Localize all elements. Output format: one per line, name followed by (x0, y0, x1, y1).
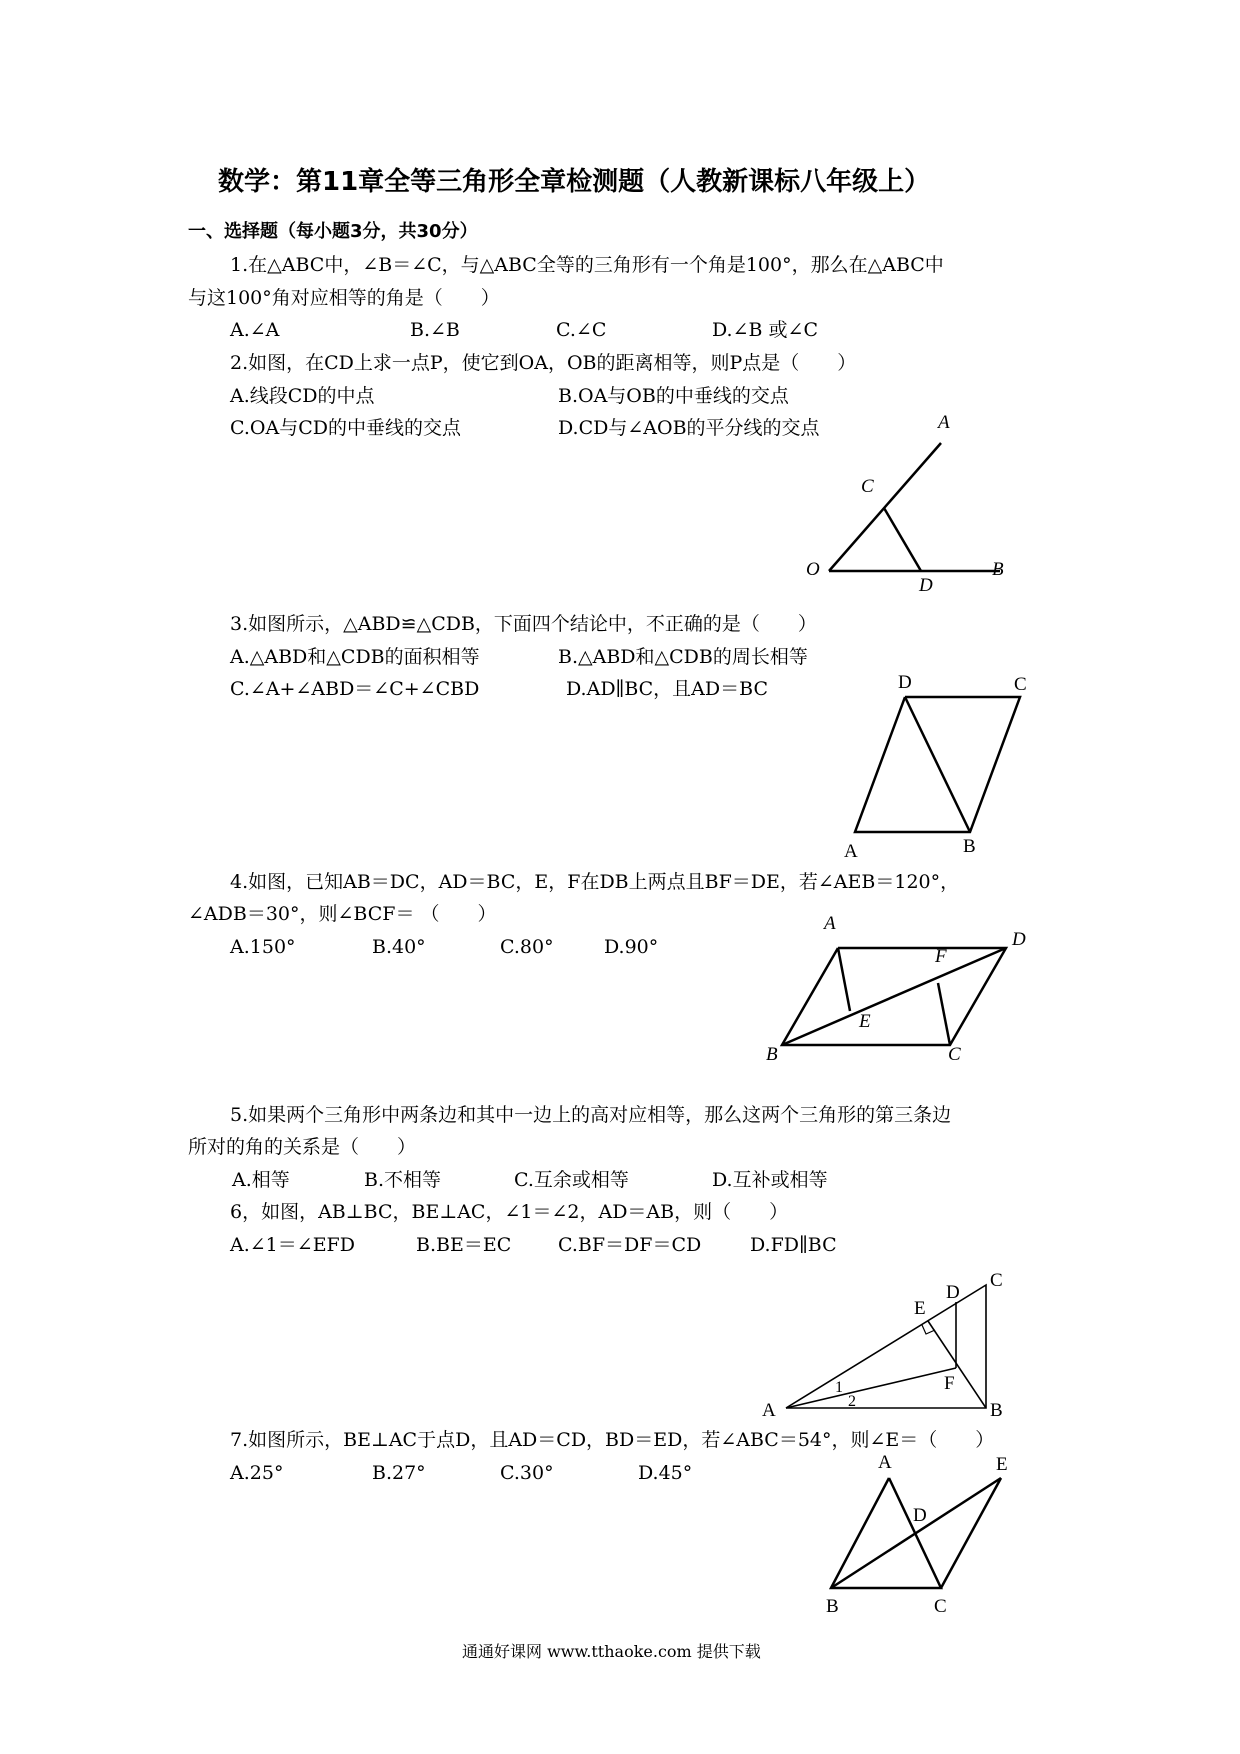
q7-label-d: D (913, 1505, 927, 1526)
q5-stem-line1: 5.如果两个三角形中两条边和其中一边上的高对应相等，那么这两个三角形的第三条边 (230, 1104, 952, 1126)
q1-option-b: B.∠B (410, 319, 460, 341)
page-title: 数学：第11章全等三角形全章检测题（人教新课标八年级上） (218, 167, 931, 197)
q3-option-a: A.△ABD和△CDB的面积相等 (230, 646, 480, 668)
q4-label-f: F (935, 946, 947, 967)
q6-option-d: D.FD∥BC (750, 1234, 837, 1256)
q6-label-e: E (914, 1298, 926, 1319)
q1-option-a: A.∠A (230, 319, 280, 341)
q2-option-d: D.CD与∠AOB的平分线的交点 (558, 417, 820, 439)
q5-stem-line2: 所对的角的关系是（ ） (188, 1136, 417, 1158)
q6-label-c: C (990, 1270, 1003, 1291)
q7-label-b: B (826, 1596, 839, 1617)
q4-stem-line1: 4.如图，已知AB＝DC，AD＝BC，E，F在DB上两点且BF＝DE，若∠AEB＝120°， (230, 871, 960, 893)
q7-option-d: D.45° (638, 1462, 693, 1484)
q4-stem-line2: ∠ADB＝30°，则∠BCF＝ （ ） (188, 903, 497, 925)
q4-option-a: A.150° (230, 936, 296, 958)
q2-stem: 2.如图，在CD上求一点P，使它到OA，OB的距离相等，则P点是（ ） (230, 352, 857, 374)
q7-triangle-abc (831, 1478, 941, 1588)
q1-stem-line2: 与这100°角对应相等的角是（ ） (188, 287, 500, 309)
q3-label-d: D (898, 672, 912, 693)
footer-credit: 通通好课网 www.tthaoke.com 提供下载 (462, 1642, 761, 1661)
q5-option-c: C.互余或相等 (514, 1169, 629, 1191)
q4-option-d: D.90° (604, 936, 659, 958)
q3-label-c: C (1014, 674, 1027, 695)
q2-label-a: A (938, 412, 950, 433)
q2-option-c: C.OA与CD的中垂线的交点 (230, 417, 461, 439)
q2-label-b: B (992, 559, 1004, 580)
q4-label-e: E (859, 1011, 871, 1032)
q1-option-d: D.∠B 或∠C (712, 319, 818, 341)
q2-option-b: B.OA与OB的中垂线的交点 (558, 385, 789, 407)
q3-option-c: C.∠A+∠ABD＝∠C+∠CBD (230, 678, 480, 700)
q6-option-a: A.∠1＝∠EFD (230, 1234, 355, 1256)
q7-option-a: A.25° (230, 1462, 284, 1484)
q6-option-b: B.BE＝EC (416, 1234, 512, 1256)
q1-option-c: C.∠C (556, 319, 607, 341)
q7-label-c: C (934, 1596, 947, 1617)
q4-label-a: A (824, 913, 836, 934)
q7-option-b: B.27° (372, 1462, 426, 1484)
q4-label-d: D (1012, 929, 1026, 950)
q6-stem: 6，如图，AB⊥BC，BE⊥AC，∠1＝∠2，AD＝AB，则（ ） (230, 1201, 789, 1223)
q3-option-d: D.AD∥BC，且AD＝BC (566, 678, 768, 700)
q6-label-b: B (990, 1400, 1003, 1421)
q5-option-a: A.相等 (232, 1169, 290, 1191)
q1-stem-line1: 1.在△ABC中，∠B＝∠C，与△ABC全等的三角形有一个角是100°，那么在△ABC中 (230, 254, 944, 276)
q4-option-b: B.40° (372, 936, 426, 958)
q7-stem: 7.如图所示，BE⊥AC于点D，且AD＝CD，BD＝ED，若∠ABC＝54°，则∠E＝（ ） (230, 1429, 995, 1451)
q3-stem: 3.如图所示，△ABD≌△CDB，下面四个结论中，不正确的是（ ） (230, 613, 817, 635)
q7-option-c: C.30° (500, 1462, 554, 1484)
q5-option-b: B.不相等 (364, 1169, 442, 1191)
q7-label-e: E (996, 1454, 1008, 1475)
q2-label-c: C (861, 476, 874, 497)
q3-option-b: B.△ABD和△CDB的周长相等 (558, 646, 808, 668)
q7-segment-be (831, 1478, 1001, 1588)
q6-label-d: D (946, 1282, 960, 1303)
q3-label-a: A (844, 841, 858, 862)
q2-option-a: A.线段CD的中点 (230, 385, 375, 407)
q6-label-angle-2: 2 (848, 1393, 856, 1410)
q6-option-c: C.BF＝DF＝CD (558, 1234, 702, 1256)
q4-label-b: B (766, 1044, 778, 1065)
q6-label-a: A (762, 1400, 776, 1421)
q6-label-f: F (944, 1373, 955, 1394)
q3-label-b: B (963, 836, 976, 857)
q5-option-d: D.互补或相等 (712, 1169, 828, 1191)
q4-label-c: C (948, 1044, 961, 1065)
q4-option-c: C.80° (500, 936, 554, 958)
q6-label-angle-1: 1 (835, 1379, 843, 1396)
q7-segment-ce (941, 1478, 1001, 1588)
section-heading: 一、选择题（每小题3分，共30分） (188, 221, 478, 242)
q7-label-a: A (878, 1452, 892, 1473)
q2-label-d: D (919, 575, 933, 596)
q2-label-o: O (806, 559, 820, 580)
